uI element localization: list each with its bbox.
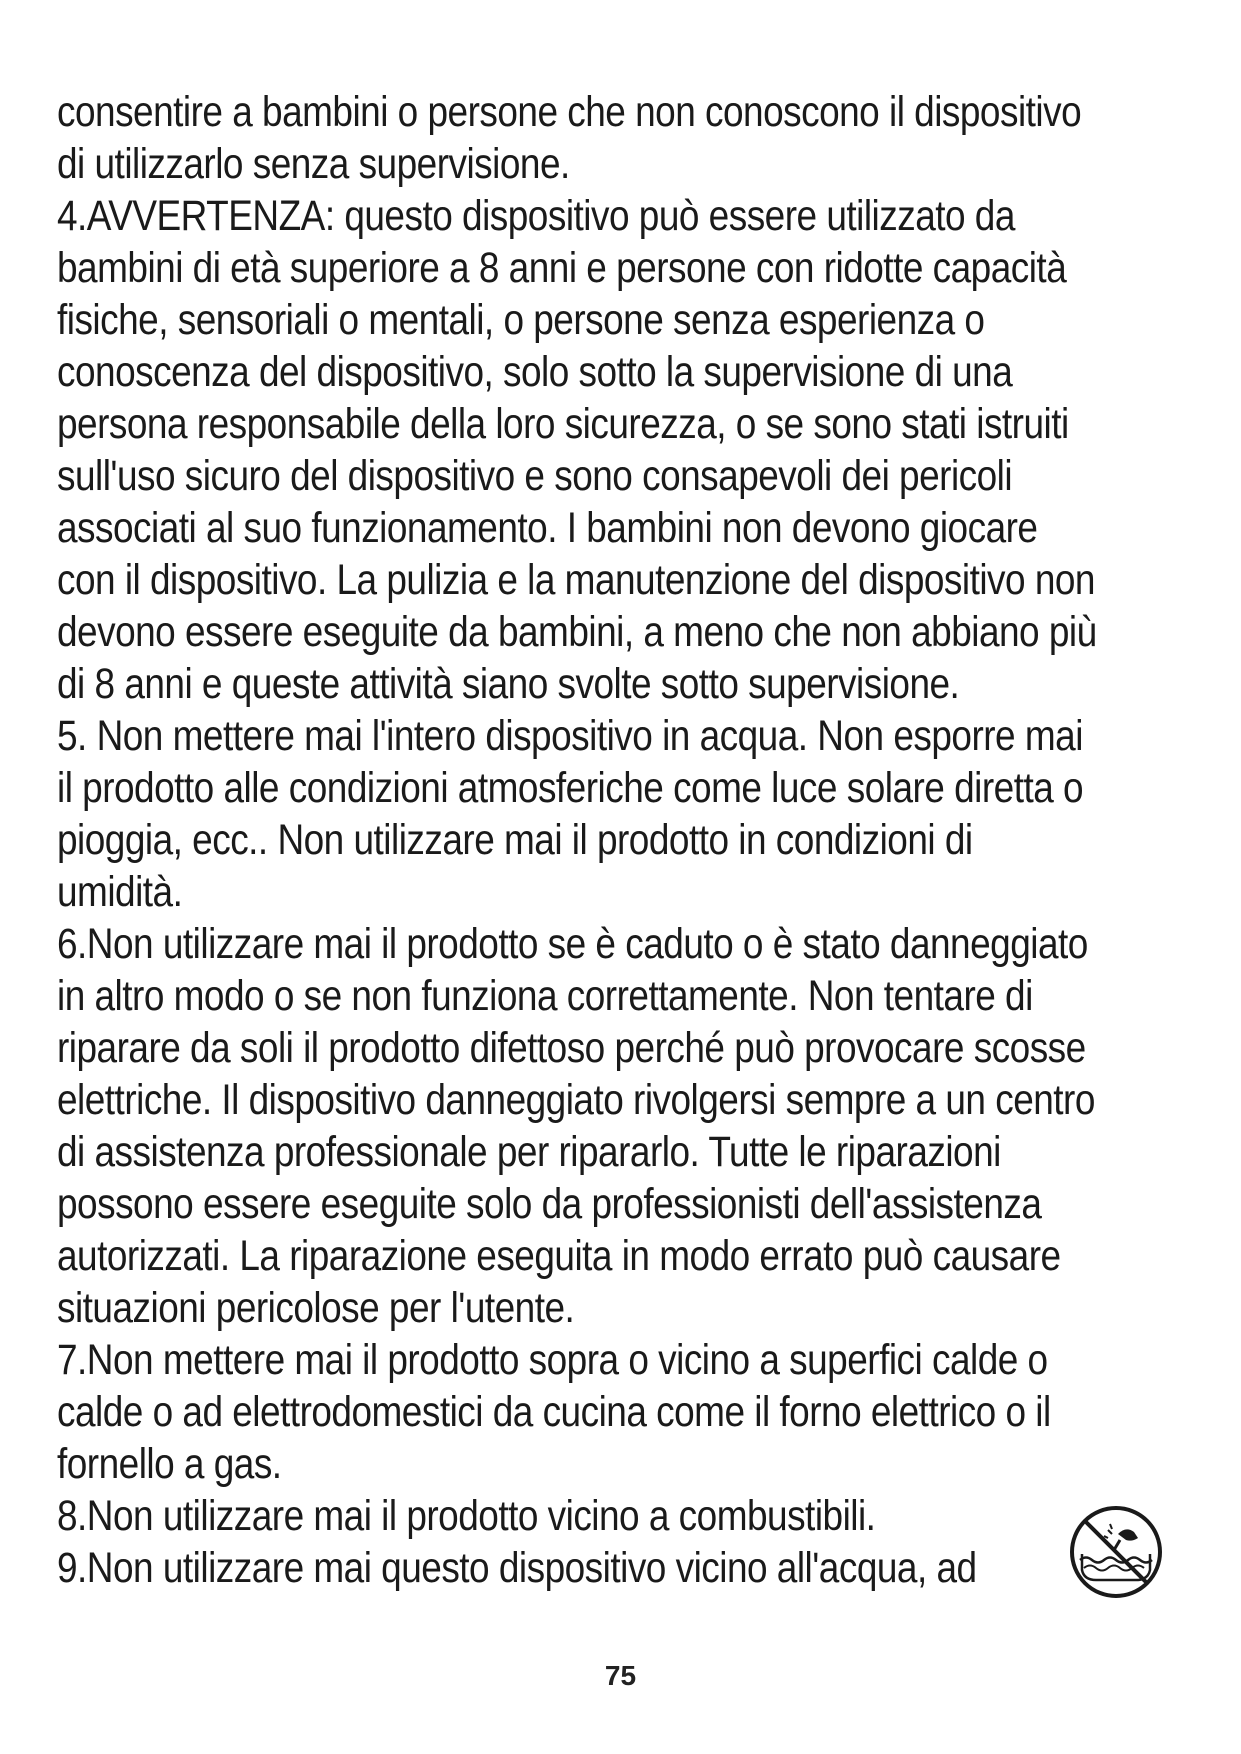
text-line: 9.Non utilizzare mai questo dispositivo vicino all'acqua, ad xyxy=(57,1544,977,1592)
text-line: di 8 anni e queste attività siano svolte sotto supervisione. xyxy=(57,660,960,708)
text-line: fisiche, sensoriali o mentali, o persone senza esperienza o xyxy=(57,296,985,344)
text-line: 7.Non mettere mai il prodotto sopra o vicino a superfici calde o xyxy=(57,1336,1048,1384)
text-line: conoscenza del dispositivo, solo sotto la supervisione di una xyxy=(57,348,1013,396)
text-line: fornello a gas. xyxy=(57,1440,282,1488)
text-line: pioggia, ecc.. Non utilizzare mai il prodotto in condizioni di xyxy=(57,816,973,864)
text-line: 5. Non mettere mai l'intero dispositivo in acqua. Non esporre mai xyxy=(57,712,1083,760)
text-line: associati al suo funzionamento. I bambini non devono giocare xyxy=(57,504,1038,552)
text-line: autorizzati. La riparazione eseguita in modo errato può causare xyxy=(57,1232,1061,1280)
text-line: il prodotto alle condizioni atmosferiche come luce solare diretta o xyxy=(57,764,1084,812)
text-line: di assistenza professionale per ripararlo. Tutte le riparazioni xyxy=(57,1128,1001,1176)
text-line: situazioni pericolose per l'utente. xyxy=(57,1284,575,1332)
text-line: 8.Non utilizzare mai il prodotto vicino a combustibili. xyxy=(57,1492,876,1540)
safety-instructions-text xyxy=(57,86,1197,1594)
text-line: sull'uso sicuro del dispositivo e sono consapevoli dei pericoli xyxy=(57,452,1013,500)
text-line: in altro modo o se non funziona correttamente. Non tentare di xyxy=(57,972,1033,1020)
text-line: calde o ad elettrodomestici da cucina come il forno elettrico o il xyxy=(57,1388,1051,1436)
text-line: bambini di età superiore a 8 anni e persone con ridotte capacità xyxy=(57,244,1067,292)
text-line: devono essere eseguite da bambini, a meno che non abbiano più xyxy=(57,608,1097,656)
text-line: riparare da soli il prodotto difettoso perché può provocare scosse xyxy=(57,1024,1086,1072)
text-line: consentire a bambini o persone che non conoscono il dispositivo xyxy=(57,88,1082,136)
text-line: di utilizzarlo senza supervisione. xyxy=(57,140,570,188)
text-line: 6.Non utilizzare mai il prodotto se è caduto o è stato danneggiato xyxy=(57,920,1088,968)
text-line: persona responsabile della loro sicurezza, o se sono stati istruiti xyxy=(57,400,1069,448)
text-line: possono essere eseguite solo da professionisti dell'assistenza xyxy=(57,1180,1042,1228)
page-number: 75 xyxy=(604,1660,637,1691)
text-line: con il dispositivo. La pulizia e la manutenzione del dispositivo non xyxy=(57,556,1095,604)
no-water-near-bath-icon xyxy=(1068,1504,1164,1600)
text-line: elettriche. Il dispositivo danneggiato rivolgersi sempre a un centro xyxy=(57,1076,1095,1124)
text-line: umidità. xyxy=(57,868,183,916)
text-line: 4.AVVERTENZA: questo dispositivo può essere utilizzato da xyxy=(57,192,1015,240)
